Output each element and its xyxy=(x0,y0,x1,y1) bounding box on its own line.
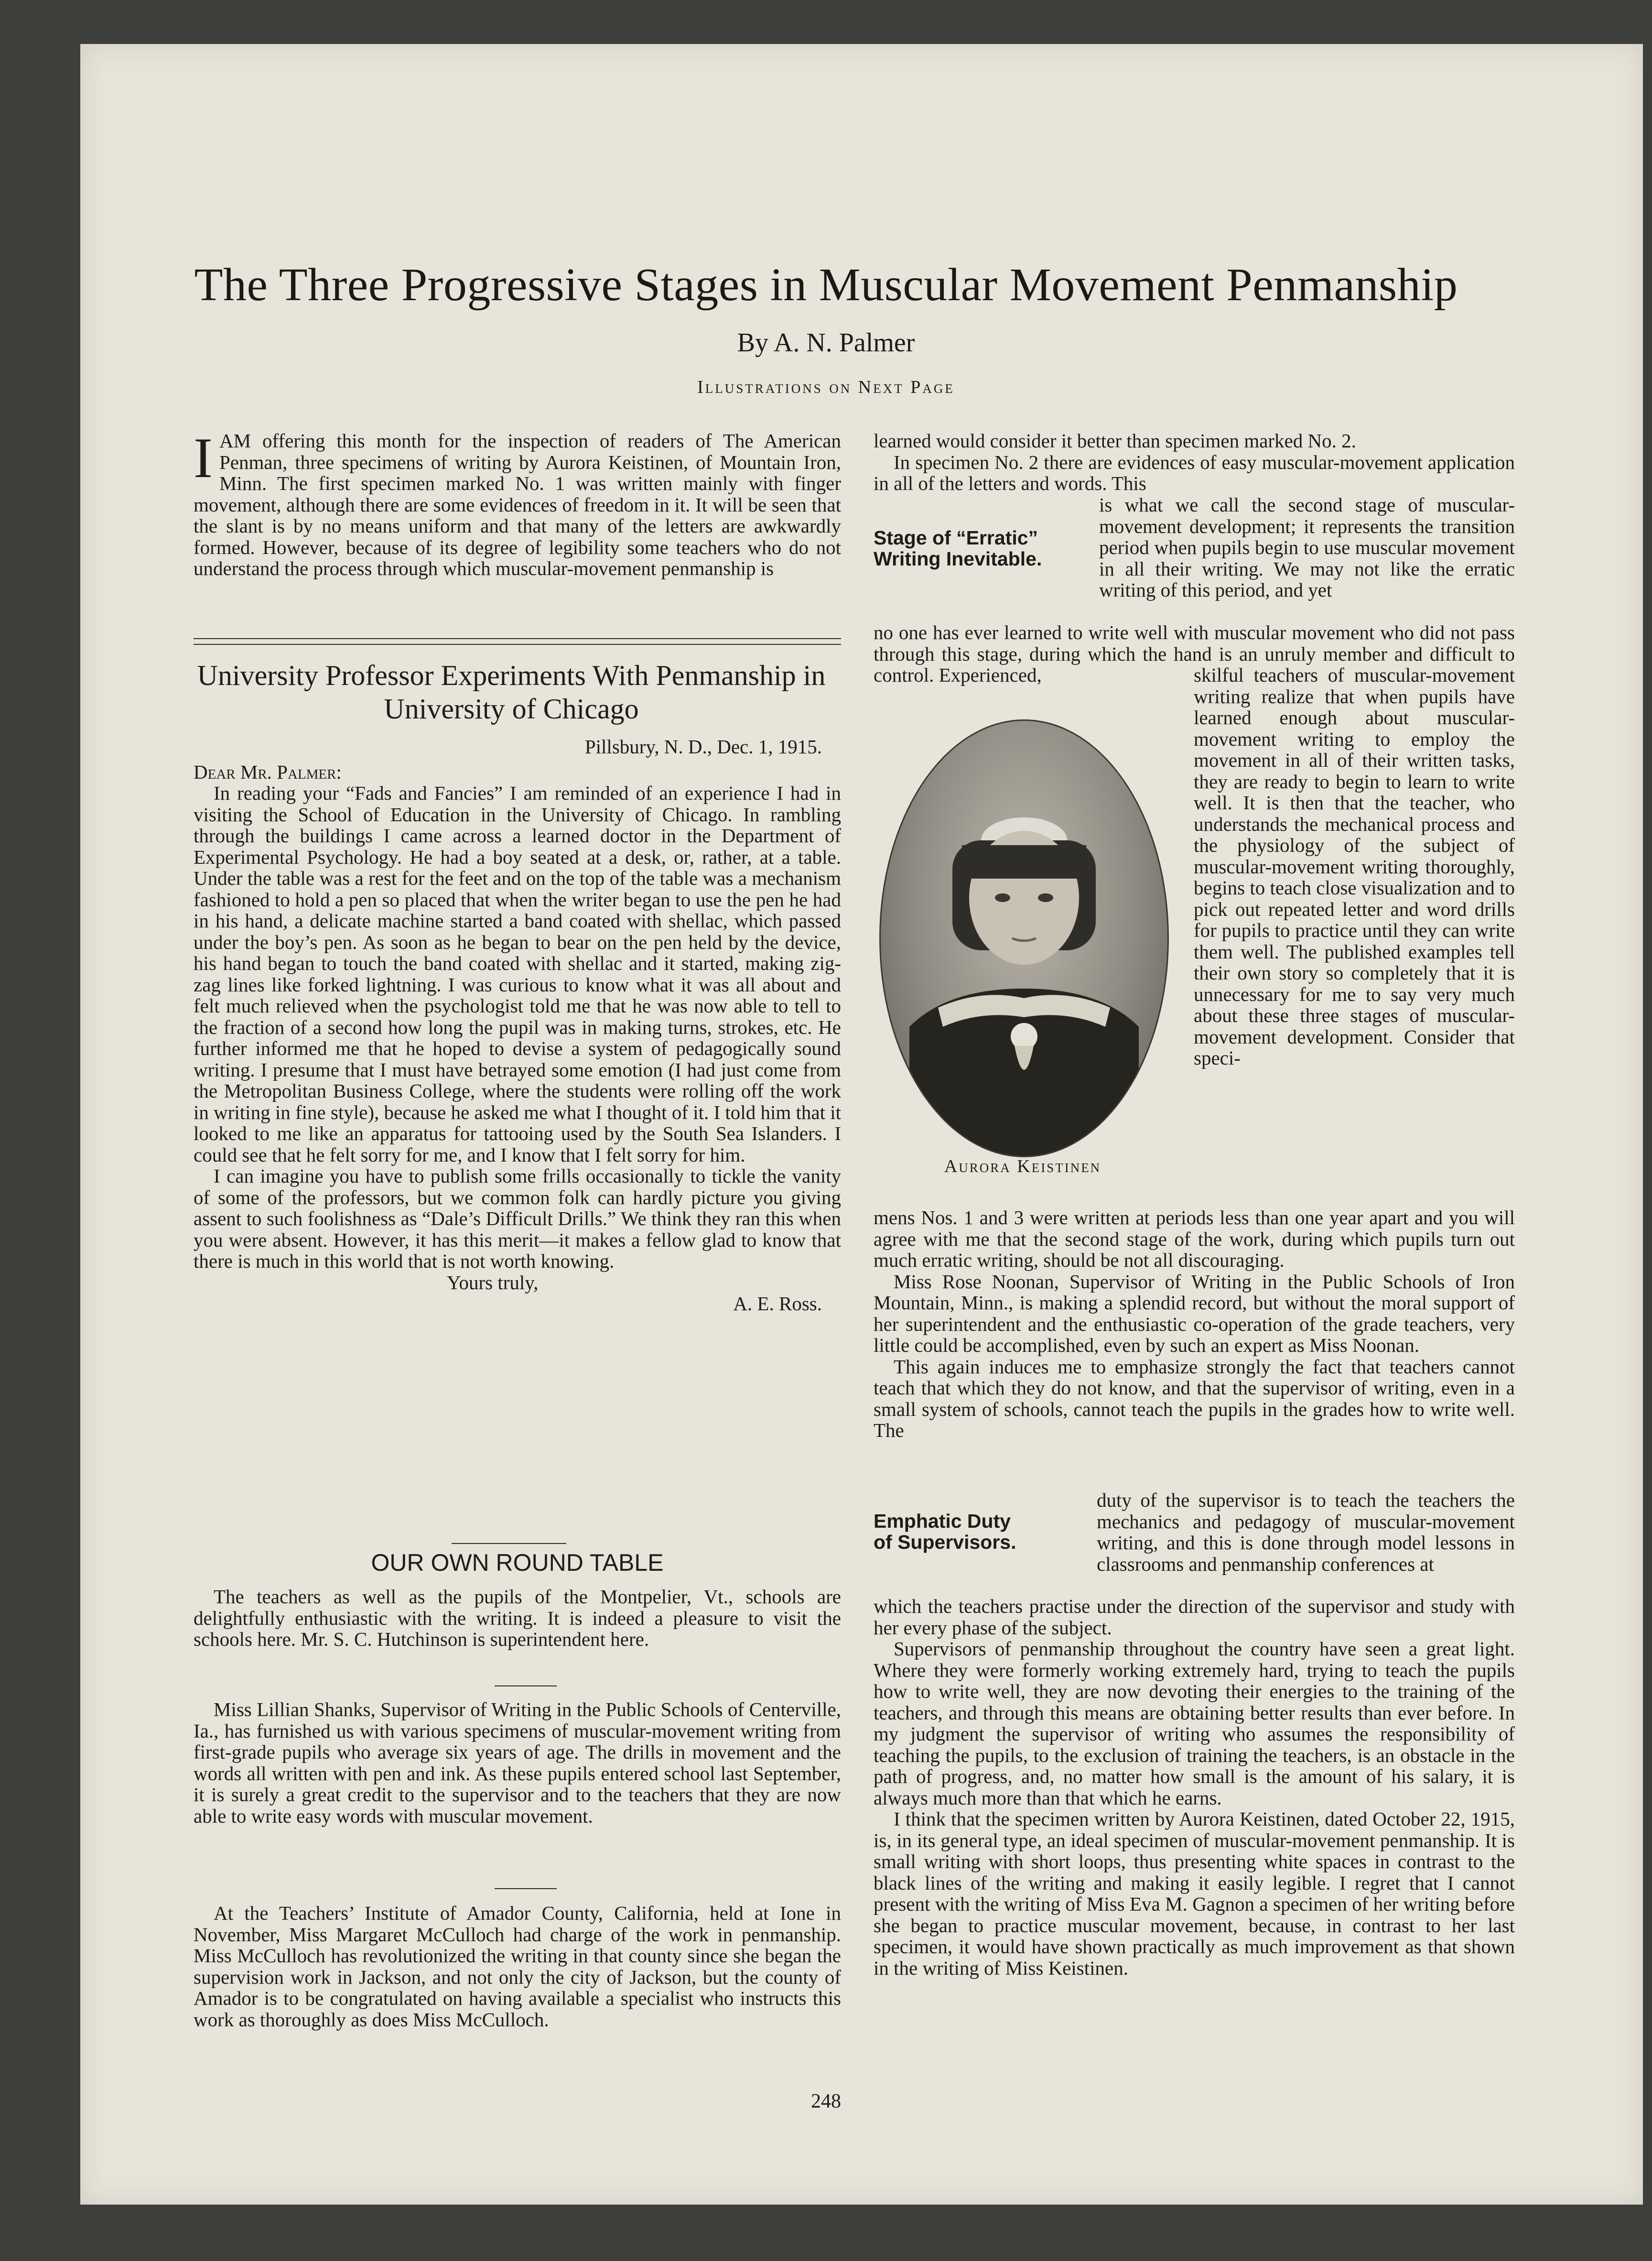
article-text: learned would consider it better than specimen marked No. 2. xyxy=(874,430,1356,452)
short-divider xyxy=(495,1685,557,1686)
article-text: is what we call the second stage of muscular-movement development; it represents the transition period when pupils begin to use muscular movement in all their writing. We may not like the erratic writing of this period, and yet xyxy=(1099,494,1515,601)
round-table-item xyxy=(194,1586,841,1650)
article-text: skilful teachers of muscular-movement writing realize that when pupils have learned enough about muscular-movement writing to employ the movement in all of their written tasks, they are ready to begin to learn to write well. It is then that the teacher, who understands the mechanical process and the physiology of the subject of muscular-movement writing thoroughly, begins to teach close visualization and to pick out repeated letter and word drills for pupils to practice until they can write them well. The published examples tell their own story so completely that it is unnecessary for me to say very much about these three stages of muscular-movement development. Consider that speci- xyxy=(1194,664,1515,1069)
round-table-heading: OUR OWN ROUND TABLE xyxy=(371,1549,664,1576)
article-text-block xyxy=(1099,494,1515,601)
article-title: The Three Progressive Stages in Muscular Movement Penmanship xyxy=(194,259,1458,311)
portrait-illustration xyxy=(881,721,1167,1156)
article-text-block xyxy=(1194,664,1515,1069)
article-text-block xyxy=(874,1207,1515,1441)
article-text: duty of the supervisor is to teach the teachers the mechanics and pedagogy of muscular-movement writing, and this is done through model lessons in classrooms and penmanship conferences at xyxy=(1097,1489,1515,1575)
letter-paragraph: In reading your “Fads and Fancies” I am reminded of an experience I had in visiting the School of Education in the University of Chicago. In rambling through the buildings I came across a learned doctor in the Department of Experimental Psychology. He had a boy seated at a desk, or, rather, at a table. Under the table was a rest for the feet and on the top of the table was a mechanism fashioned to hold a pen so placed that when the writer began to use the pen he had in his hand, a delicate machine started a band coated with shellac, which passed under the boy’s pen. As soon as he began to bear on the pen held by the device, his hand began to touch the band coated with shellac and it started, making zig-zag lines like forked lightning. I was curious to know what it was all about and felt much relieved when the psychologist told me that he was now able to tell to the fraction of a second how long the pupil was in making turns, strokes, etc. He further informed me that he hoped to devise a system of pedagogically sound writing. I presume that I must have betrayed some emotion (I had just come from the Metropolitan Business College, where the students were rolling off the work in writing in fine style), because he asked me what I thought of it. I told him that it looked to me like an apparatus for tattooing used by the South Sea Islanders. I could see that he felt sorry for me, and I know that I felt sorry for him. xyxy=(194,782,841,1166)
sidehead-emphatic: Emphatic Duty of Supervisors. xyxy=(874,1510,1016,1553)
portrait-photo xyxy=(879,719,1169,1157)
short-divider xyxy=(452,1543,566,1544)
photo-caption: Aurora Keistinen xyxy=(944,1156,1101,1176)
page-number: 248 xyxy=(811,2090,841,2112)
letter-signature: A. E. Ross. xyxy=(733,1293,822,1315)
article-byline: By A. N. Palmer xyxy=(737,328,915,358)
article-text: Miss Rose Noonan, Supervisor of Writing in the Public Schools of Iron Mountain, Minn., is making a splendid record, but without the moral support of her superintendent and the enthusiastic co-operation of the grade teachers, very little could be accomplished, even by such an expert as Miss Noonan. xyxy=(874,1270,1515,1356)
article-text: Supervisors of penmanship throughout the country have seen a great light. Where they were formerly working extremely hard, trying to teach the pupils how to write well, they are now devoting their energies to the training of the teachers, and through this means are obtaining better results than ever before. In my judgment the supervisor of writing who assumes the responsibility of teaching the pupils, to the exclusion of training the teachers, is an obstacle in the path of progress, and, no matter how small is the amount of his salary, it is always much more than that which he earns. xyxy=(874,1638,1515,1809)
article-text-block xyxy=(1097,1489,1515,1575)
letter-closing: Yours truly, xyxy=(447,1271,539,1294)
letter-paragraph: I can imagine you have to publish some frills occasionally to tickle the vanity of some of the professors, but we common folk can hardly picture you giving assent to such foolishness as “Dale’s Difficult Drills.” We think they ran this when you were absent. However, it has this merit—it makes a fellow glad to know that there is much in this world that is not worth knowing. xyxy=(194,1165,841,1272)
article-text: I think that the specimen written by Aurora Keistinen, dated October 22, 1915, is, in its general type, an ideal specimen of muscular-movement penmanship. It is small writing with short loops, thus presenting white spaces in contrast to the black lines of the writing and making it easily legible. I regret that I cannot present with the writing of Miss Eva M. Gagnon a specimen of her writing before she began to practice muscular movement, because, in contrast to her last specimen, it would have shown practically as much improvement as that shown in the writing of Miss Keistinen. xyxy=(874,1808,1515,1979)
illustrations-note: Illustrations on Next Page xyxy=(697,377,955,397)
round-table-text: Miss Lillian Shanks, Supervisor of Writing in the Public Schools of Centerville, Ia., has furnished us with various specimens of muscular-movement writing from first-grade pupils who average six years of age. The drills in movement and the words all written with pen and ink. As these pupils entered school last September, it is surely a great credit to the supervisor and to the teachers that they are now able to write easy words with muscular movement. xyxy=(194,1698,841,1827)
article-text: no one has ever learned to write well with muscular movement who did not pass through this stage, during which the hand is an unruly member and difficult to control. Experienced, xyxy=(874,621,1515,686)
letter-dateline: Pillsbury, N. D., Dec. 1, 1915. xyxy=(584,736,822,758)
drop-cap: I xyxy=(194,426,213,489)
letter-body xyxy=(194,736,841,1315)
round-table-text: At the Teachers’ Institute of Amador County, California, held at Ione in November, Miss Margaret McCulloch had charge of the work in penmanship. Miss McCulloch has revolutionized the writing in that county since she began the supervision work in Jackson, and not only the city of Jackson, but the county of Amador is to be congratulated on having available a specialist who instructs this work as thoroughly as does Miss McCulloch. xyxy=(194,1902,841,2031)
round-table-text: The teachers as well as the pupils of the Montpelier, Vt., schools are delightfully enthusiastic with the writing. It is indeed a pleasure to visit the schools here. Mr. S. C. Hutchinson is superintendent here. xyxy=(194,1586,841,1650)
article-text: which the teachers practise under the direction of the supervisor and study with her every phase of the subject. xyxy=(874,1595,1515,1639)
letter-salutation: Dear Mr. Palmer: xyxy=(194,761,342,783)
article-continuation xyxy=(874,430,1515,494)
article-text-block xyxy=(874,1596,1515,1978)
article-text: In specimen No. 2 there are evidences of easy muscular-movement application in all of the letters and words. This xyxy=(874,451,1515,494)
article-text: mens Nos. 1 and 3 were written at periods less than one year apart and you will agree with me that the second stage of the work, during which pupils turn out much erratic writing, should be not all discouraging. xyxy=(874,1207,1515,1271)
letter-heading: University Professor Experiments With Penmanship in University of Chicago xyxy=(197,660,826,725)
section-divider xyxy=(194,638,841,645)
short-divider xyxy=(495,1888,557,1889)
round-table-item xyxy=(194,1699,841,1826)
sidehead-erratic: Stage of “Erratic” Writing Inevitable. xyxy=(874,527,1042,570)
article-text: This again induces me to emphasize strongly the fact that teachers cannot teach that which they do not know, and that the supervisor of writing, even in a small system of schools, cannot teach the pupils in the grades how to write well. The xyxy=(874,1355,1515,1441)
round-table-item xyxy=(194,1902,841,2030)
intro-text: AM offering this month for the inspection of readers of The American Penman, three specimens of writing by Aurora Keistinen, of Mountain Iron, Minn. The first specimen marked No. 1 was written mainly with finger movement, although there are some evidences of freedom in it. It will be seen that the slant is by no means uniform and that many of the letters are awkwardly formed. However, because of its degree of legibility some teachers who do not understand the process through which muscular-movement penmanship is xyxy=(194,430,841,579)
intro-paragraph xyxy=(194,426,841,579)
